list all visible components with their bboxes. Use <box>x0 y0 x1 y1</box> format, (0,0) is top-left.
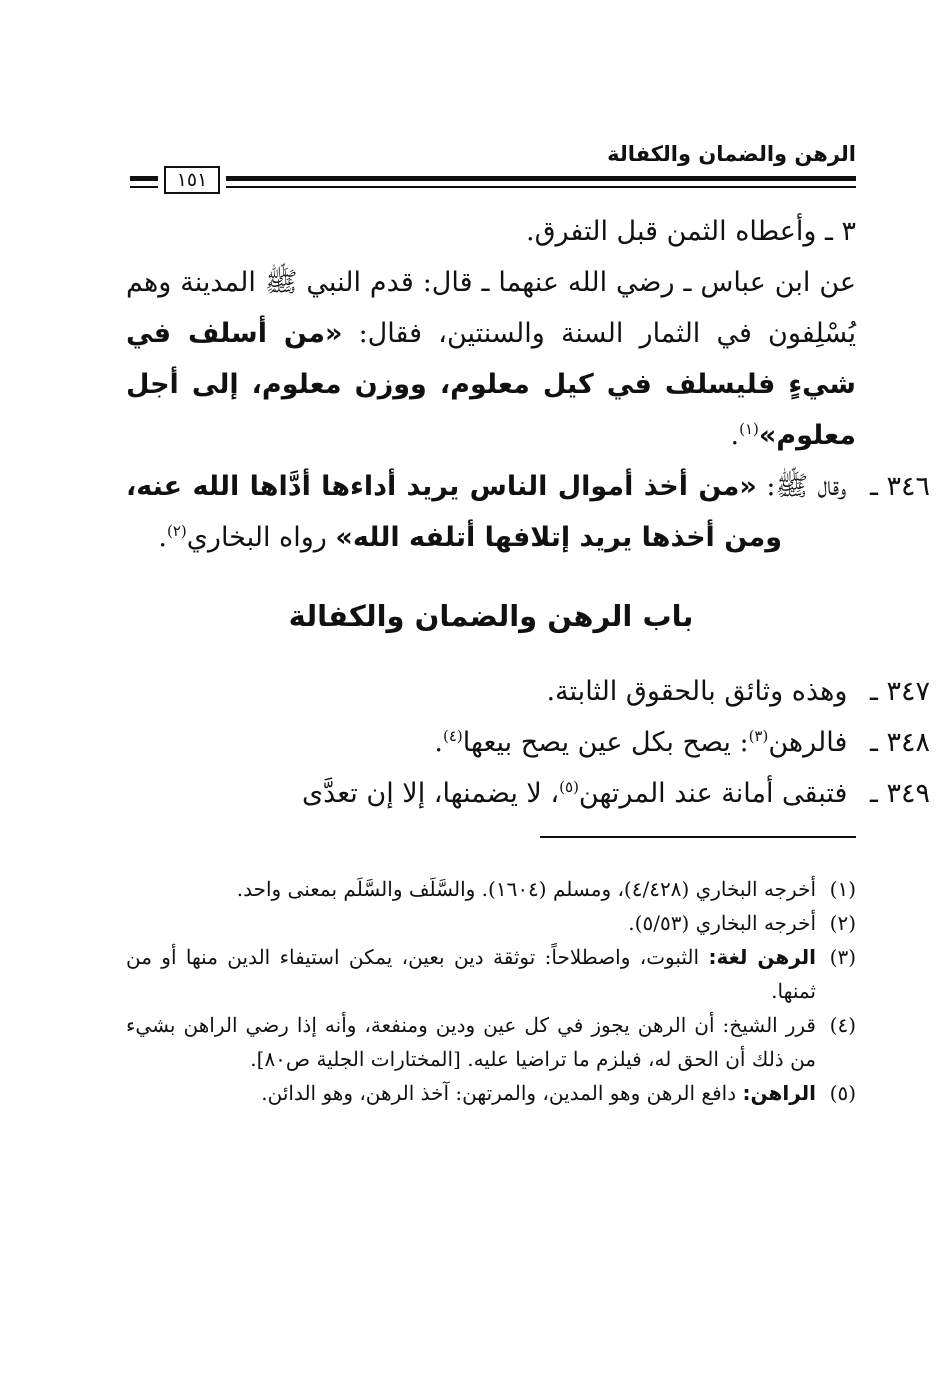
paragraph-346-post: رواه البخاري <box>186 522 327 553</box>
footnote-text-body: أخرجه البخاري (٤/٤٢٨)، ومسلم (١٦٠٤). والسَّلَف والسَّلَم بمعنى واحد. <box>236 877 816 901</box>
paragraph-346-end: . <box>158 522 167 553</box>
footnote-ref-5[interactable]: (٥) <box>559 778 579 796</box>
footnote-text-body: دافع الرهن وهو المدين، والمرتهن: آخذ الرهن، وهو الدائن. <box>261 1081 737 1105</box>
footnote-lead-term: الراهن: <box>742 1081 816 1105</box>
footnote-text <box>126 1076 816 1110</box>
footnote-number: (٤) <box>829 1013 856 1037</box>
paragraph-347: ٣٤٧ ـ وهذه وثائق بالحقوق الثابتة. <box>546 676 930 707</box>
footnotes <box>126 872 856 1110</box>
footnote-text <box>126 906 816 940</box>
paragraph-346-quote: «من أخذ أموال الناس يريد أداءها أدَّاها الله عنه، ومن أخذها يريد إتلافها أتلفه الله» <box>126 471 782 553</box>
footnote-ref-3[interactable]: (٣) <box>748 727 769 745</box>
footnote-2 <box>126 906 856 940</box>
footnote-number: (٣) <box>829 945 856 969</box>
paragraph-346-pre: وقال ﷺ: <box>766 471 847 502</box>
footnote-1 <box>126 872 856 906</box>
footnote-number: (١) <box>829 877 856 901</box>
hadith-1 <box>126 257 856 461</box>
footnote-4 <box>126 1008 856 1076</box>
footnote-text <box>126 1008 816 1076</box>
footnote-number: (٢) <box>829 911 856 935</box>
footnote-ref-2[interactable]: (٢) <box>166 522 187 540</box>
header-rule-thin <box>226 186 856 188</box>
footnote-ref-4[interactable]: (٤) <box>443 727 463 745</box>
paragraph-348-end: . <box>434 727 443 758</box>
footnote-text-body: أخرجه البخاري (٥/٥٣). <box>628 911 816 935</box>
condition-3: ٣ ـ وأعطاه الثمن قبل التفرق. <box>525 216 856 247</box>
paragraph-349: ٣٤٩ ـ فتبقى أمانة عند المرتهن$^{(٥)}$، لا يضمنها، إلا إن تعدَّى <box>301 778 930 809</box>
paragraph-348-a: فالرهن <box>768 727 848 758</box>
footnote-5 <box>126 1076 856 1110</box>
paragraph-349-b: ، لا يضمنها، إلا إن تعدَّى <box>301 778 560 809</box>
header-rule-left-thin <box>130 186 158 188</box>
main-text <box>126 206 930 819</box>
chapter-title: باب الرهن والضمان والكفالة <box>288 599 694 633</box>
footnote-text <box>126 872 816 906</box>
footnote-3 <box>126 940 856 1008</box>
footnote-number: (٥) <box>829 1081 856 1105</box>
footnote-ref-1[interactable]: (١) <box>739 420 759 438</box>
footnote-lead-term: الرهن لغة: <box>708 945 817 969</box>
paragraph-349-a: فتبقى أمانة عند المرتهن <box>578 778 848 809</box>
hadith-1-end: . <box>730 420 740 451</box>
page-number: ١٥١ <box>164 166 220 194</box>
footnote-text-body: الثبوت، واصطلاحاً: توثقة دين بعين، يمكن استيفاء الدين منها أو من ثمنها. <box>126 945 816 1003</box>
footnote-separator <box>540 836 856 838</box>
hadith-1-intro: عن ابن عباس ـ رضي الله عنهما ـ قال: قدم النبي ﷺ المدينة وهم يُسْلِفون في الثمار السنة والسنتين، فقال: <box>126 267 856 349</box>
running-title: الرهن والضمان والكفالة <box>607 142 856 166</box>
footnote-text <box>126 940 816 1008</box>
header-rule-thick <box>226 176 856 181</box>
paragraph-348: ٣٤٨ ـ فالرهن$^{(٣)}$: يصح بكل عين يصح بيعها$^{(٤)}$. <box>434 727 930 758</box>
paragraph-347-text: وهذه وثائق بالحقوق الثابتة. <box>546 676 848 707</box>
paragraph-346: ٣٤٦ ـ وقال ﷺ: «من أخذ أموال الناس يريد أداءها أدَّاها الله عنه، ومن أخذها يريد إتلافها أتلفه الله» رواه البخاري$^{(٢)}$. <box>126 471 930 553</box>
footnote-text-body: قرر الشيخ: أن الرهن يجوز في كل عين ودين ومنفعة، وأنه إذا رضي الراهن بشيء من ذلك أن الحق له، فيلزم ما تراضيا عليه. [المختارات الجلية ص٨٠]. <box>126 1013 816 1071</box>
paragraph-348-b: : يصح بكل عين يصح بيعها <box>462 727 749 758</box>
header-rule-left-thick <box>130 176 158 181</box>
hadith-1-quote: «من أسلف في شيءٍ فليسلف في كيل معلوم، ووزن معلوم، إلى أجل معلوم» <box>126 318 856 451</box>
